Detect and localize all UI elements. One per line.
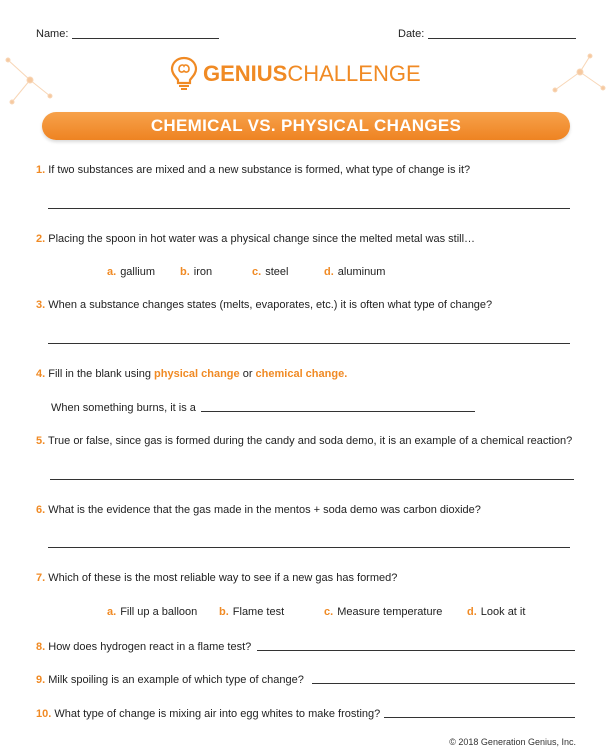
option-2c[interactable]: c. steel: [252, 266, 289, 278]
option-7b[interactable]: b. Flame test: [219, 606, 285, 618]
logo-word-challenge: CHALLENGE: [287, 61, 421, 86]
term-chemical-change: chemical change.: [255, 368, 348, 380]
option-2a[interactable]: a. gallium: [107, 266, 156, 278]
lightbulb-brain-icon: [170, 56, 198, 90]
answer-line-1[interactable]: [48, 208, 570, 209]
option-7a[interactable]: a. Fill up a balloon: [107, 606, 198, 618]
date-label: Date:: [398, 28, 425, 40]
option-7d[interactable]: d. Look at it: [467, 606, 526, 618]
option-7c[interactable]: c. Measure temperature: [324, 606, 443, 618]
option-2d[interactable]: d. aluminum: [324, 266, 386, 278]
copyright-footer: © 2018 Generation Genius, Inc.: [449, 737, 576, 747]
question-9: 9. Milk spoiling is an example of which type of change?: [36, 674, 304, 686]
date-field[interactable]: [428, 38, 576, 39]
name-label: Name:: [36, 28, 69, 40]
question-6: 6. What is the evidence that the gas made in the mentos + soda demo was carbon dioxide?: [36, 504, 481, 516]
answer-line-10[interactable]: [384, 717, 575, 718]
worksheet-title: CHEMICAL VS. PHYSICAL CHANGES: [42, 112, 570, 140]
term-physical-change: physical change: [154, 368, 240, 380]
question-4: 4. Fill in the blank using physical change or chemical change.: [36, 368, 348, 380]
question-8: 8. How does hydrogen react in a flame test?: [36, 641, 252, 653]
question-2: 2. Placing the spoon in hot water was a physical change since the melted metal was still…: [36, 233, 476, 245]
logo-text: [203, 61, 421, 87]
name-field[interactable]: [72, 38, 219, 39]
answer-line-5[interactable]: [50, 479, 574, 480]
answer-line-3[interactable]: [48, 343, 570, 344]
fill-in-prompt: When something burns, it is a: [51, 402, 196, 414]
logo-word-genius: GENIUS: [203, 61, 288, 86]
question-3: 3. When a substance changes states (melts, evaporates, etc.) it is often what type of change?: [36, 299, 493, 311]
question-7: 7. Which of these is the most reliable way to see if a new gas has formed?: [36, 572, 398, 584]
answer-line-6[interactable]: [48, 547, 570, 548]
answer-line-8[interactable]: [257, 650, 575, 651]
question-5: 5. True or false, since gas is formed during the candy and soda demo, it is an example of a chemical reaction?: [36, 435, 573, 447]
fill-in-blank[interactable]: [201, 411, 475, 412]
option-2b[interactable]: b. iron: [180, 266, 213, 278]
answer-line-9[interactable]: [312, 683, 575, 684]
question-1: 1. If two substances are mixed and a new substance is formed, what type of change is it?: [36, 164, 471, 176]
question-10: 10. What type of change is mixing air into egg whites to make frosting?: [36, 708, 381, 720]
